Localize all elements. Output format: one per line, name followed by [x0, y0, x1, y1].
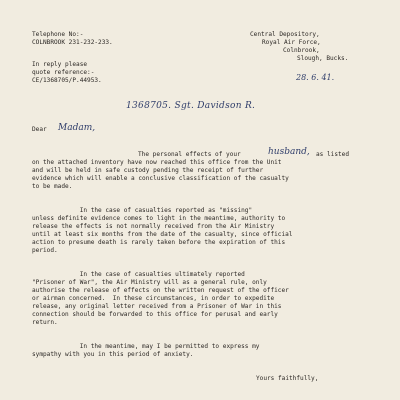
- date-handwritten: 28. 6. 41.: [296, 73, 335, 82]
- para2-line4: until at least six months from the date of the casualty, since official: [32, 231, 293, 238]
- para3-line1: In the case of casualties ultimately reported: [32, 271, 245, 278]
- para1-line3: and will be held in safe custody pending the receipt of further: [32, 167, 264, 174]
- para3-line7: return.: [32, 319, 58, 326]
- para4-line1: In the meantime, may I be permitted to express my: [32, 343, 260, 350]
- para3-line3: authorise the release of effects on the written request of the officer: [32, 287, 289, 294]
- service-name-handwritten: 1368705. Sgt. Davidson R.: [126, 101, 256, 111]
- salutation-name-handwritten: Madam,: [58, 123, 96, 133]
- reference-number: CE/1368705/P.44953.: [32, 77, 102, 84]
- para2-line6: period.: [32, 247, 58, 254]
- salutation-dear: Dear: [32, 126, 47, 133]
- reply-line-2: quote reference:-: [32, 69, 95, 76]
- closing: Yours faithfully,: [256, 375, 319, 382]
- para1-line1-start: The personal effects of your: [138, 151, 241, 158]
- para1-relation-handwritten: husband,: [268, 147, 310, 157]
- address-line-4: Slough, Bucks.: [297, 55, 349, 62]
- address-line-2: Royal Air Force,: [262, 39, 321, 46]
- para2-line2: unless definite evidence comes to light in the meantime, authority to: [32, 215, 286, 222]
- para1-line5: to be made.: [32, 183, 73, 190]
- para3-line6: connection should be forwarded to this office for perusal and early: [32, 311, 278, 318]
- para4-line2: sympathy with you in this period of anxiety.: [32, 351, 194, 358]
- para3-line4: or airman concerned. In these circumstances, in order to expedite: [32, 295, 275, 302]
- address-line-1: Central Depository,: [250, 31, 320, 38]
- para2-line3: release the effects is not normally received from the Air Ministry: [32, 223, 275, 230]
- para1-line4: evidence which will enable a conclusive classification of the casualty: [32, 175, 289, 182]
- reply-line-1: In reply please: [32, 61, 88, 68]
- para3-line2: "Prisoner of War", the Air Ministry will as a general rule, only: [32, 279, 267, 286]
- telephone-label: Telephone No:-: [32, 31, 84, 38]
- para1-line1-end: as listed: [316, 151, 350, 158]
- para3-line5: release, any original letter received from a Prisoner of War in this: [32, 303, 282, 310]
- telephone-number: COLNBROOK 231-232-233.: [32, 39, 113, 46]
- para1-line2: on the attached inventory have now reached this office from the Unit: [32, 159, 282, 166]
- para2-line5: action to presume death is rarely taken before the expiration of this: [32, 239, 286, 246]
- para2-line1: In the case of casualties reported as "missing": [32, 207, 253, 214]
- address-line-3: Colnbrook,: [283, 47, 320, 54]
